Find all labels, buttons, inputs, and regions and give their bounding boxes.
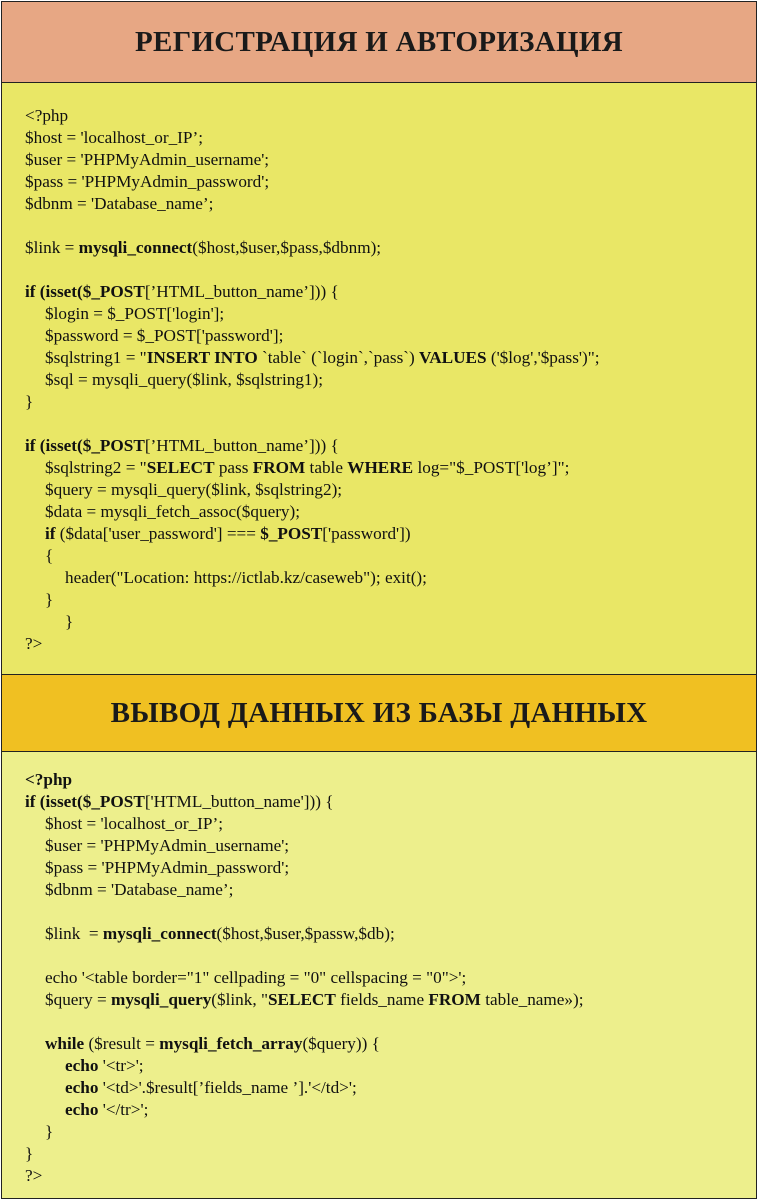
code-text: '<tr>'; (98, 1056, 144, 1075)
code-line (25, 127, 756, 149)
blank-line (25, 259, 756, 281)
code-line (25, 281, 756, 303)
code-text: ($host,$user,$passw,$db); (216, 924, 395, 943)
code-text: $pass = 'PHPMyAdmin_password'; (25, 172, 270, 191)
blank-line (25, 1011, 756, 1033)
code-line (25, 1099, 756, 1121)
code-line (25, 347, 756, 369)
code-text: $pass = 'PHPMyAdmin_password'; (45, 858, 290, 877)
blank-line (25, 901, 756, 923)
code-keyword: echo (65, 1078, 99, 1097)
section-title-registration: РЕГИСТРАЦИЯ И АВТОРИЗАЦИЯ (2, 2, 756, 83)
code-text: $sqlstring1 = " (45, 348, 147, 367)
code-line (25, 1143, 756, 1165)
code-text: `table` (`login`,`pass`) (257, 348, 420, 367)
code-line (25, 105, 756, 127)
code-line (25, 523, 756, 545)
code-text: echo '<table border="1" cellpading = "0" cellspacing = "0">'; (45, 968, 467, 987)
code-line (25, 237, 756, 259)
code-text: } (25, 392, 34, 411)
code-text: $sqlstring2 = " (45, 458, 147, 477)
code-text: $link = (45, 924, 103, 943)
code-keyword: SELECT (146, 458, 215, 477)
code-text: header("Location: https://ictlab.kz/caseweb"); exit(); (65, 568, 427, 587)
code-text: $dbnm = 'Database_name’; (25, 194, 214, 213)
document-frame (1, 1, 757, 1199)
code-text: } (45, 1122, 54, 1141)
code-text: $query = mysqli_query($link, $sqlstring2); (45, 480, 343, 499)
code-keyword: if (isset($_POST (25, 436, 145, 455)
code-keyword: WHERE (347, 458, 414, 477)
code-line (25, 1055, 756, 1077)
code-keyword: mysqli_connect (78, 238, 193, 257)
code-line (25, 325, 756, 347)
code-line (25, 1121, 756, 1143)
code-keyword: FROM (428, 990, 481, 1009)
section-title-output: ВЫВОД ДАННЫХ ИЗ БАЗЫ ДАННЫХ (2, 674, 756, 752)
code-block-registration (2, 83, 756, 674)
code-text: $host = 'localhost_or_IP’; (45, 814, 223, 833)
code-text: } (65, 612, 74, 631)
code-text: [’HTML_button_name’])) { (144, 436, 339, 455)
code-line (25, 369, 756, 391)
code-block-output (2, 752, 756, 1198)
code-text: { (45, 546, 54, 565)
code-keyword: mysqli_connect (102, 924, 217, 943)
code-line (25, 435, 756, 457)
code-line (25, 857, 756, 879)
code-line (25, 391, 756, 413)
code-line (25, 611, 756, 633)
code-text: '</tr>'; (98, 1100, 149, 1119)
code-line (25, 633, 756, 655)
code-keyword: echo (65, 1056, 99, 1075)
code-line (25, 967, 756, 989)
code-keyword: mysqli_fetch_array (159, 1034, 303, 1053)
code-line (25, 567, 756, 589)
code-keyword: while (45, 1034, 85, 1053)
code-keyword: INSERT INTO (146, 348, 258, 367)
code-line (25, 501, 756, 523)
code-text: ['password']) (322, 524, 411, 543)
code-keyword: if (45, 524, 56, 543)
code-text: $link = (25, 238, 79, 257)
code-keyword: if (isset($_POST (25, 282, 145, 301)
code-text: ($host,$user,$pass,$dbnm); (192, 238, 382, 257)
code-keyword: VALUES (419, 348, 487, 367)
code-line (25, 545, 756, 567)
blank-line (25, 413, 756, 435)
code-text: $dbnm = 'Database_name’; (45, 880, 234, 899)
code-line (25, 303, 756, 325)
code-keyword: SELECT (267, 990, 336, 1009)
code-text: log="$_POST['log’]"; (413, 458, 570, 477)
code-line (25, 989, 756, 1011)
code-line (25, 171, 756, 193)
code-text: } (25, 1144, 34, 1163)
blank-line (25, 945, 756, 967)
code-text: $sql = mysqli_query($link, $sqlstring1); (45, 370, 324, 389)
code-text: $user = 'PHPMyAdmin_username'; (45, 836, 290, 855)
code-keyword: echo (65, 1100, 99, 1119)
code-text: ($result = (84, 1034, 160, 1053)
code-keyword: FROM (252, 458, 306, 477)
code-line (25, 479, 756, 501)
code-text: ['HTML_button_name'])) { (144, 792, 334, 811)
code-text: ($query)) { (302, 1034, 380, 1053)
code-text: ?> (25, 634, 43, 653)
code-text: '<td>'.$result[’fields_name ’].'</td>'; (98, 1078, 357, 1097)
code-text: $password = $_POST['password']; (45, 326, 284, 345)
blank-line (25, 215, 756, 237)
code-text: ($link, " (211, 990, 268, 1009)
code-line (25, 193, 756, 215)
code-keyword: mysqli_query (111, 990, 212, 1009)
code-text: ('$log','$pass')"; (486, 348, 600, 367)
code-text: table (305, 458, 348, 477)
code-keyword: if (isset($_POST (25, 792, 145, 811)
code-line (25, 1033, 756, 1055)
code-line (25, 813, 756, 835)
code-line (25, 589, 756, 611)
code-text: $data = mysqli_fetch_assoc($query); (45, 502, 301, 521)
code-text: fields_name (335, 990, 429, 1009)
code-keyword: $_POST (260, 524, 323, 543)
code-line (25, 791, 756, 813)
code-text: table_name»); (480, 990, 584, 1009)
code-text: <?php (25, 106, 69, 125)
code-line (25, 1165, 756, 1187)
code-line (25, 769, 756, 791)
code-text: ($data['user_password'] === (55, 524, 261, 543)
code-text: $query = (45, 990, 112, 1009)
code-line (25, 835, 756, 857)
code-text: pass (214, 458, 253, 477)
code-text: $login = $_POST['login']; (45, 304, 225, 323)
code-text: $host = 'localhost_or_IP’; (25, 128, 203, 147)
code-text: } (45, 590, 54, 609)
code-line (25, 879, 756, 901)
code-text: ?> (25, 1166, 43, 1185)
code-line (25, 923, 756, 945)
code-text: $user = 'PHPMyAdmin_username'; (25, 150, 270, 169)
code-keyword: <?php (25, 770, 73, 789)
code-line (25, 457, 756, 479)
code-text: [’HTML_button_name’])) { (144, 282, 339, 301)
code-line (25, 1077, 756, 1099)
code-line (25, 149, 756, 171)
